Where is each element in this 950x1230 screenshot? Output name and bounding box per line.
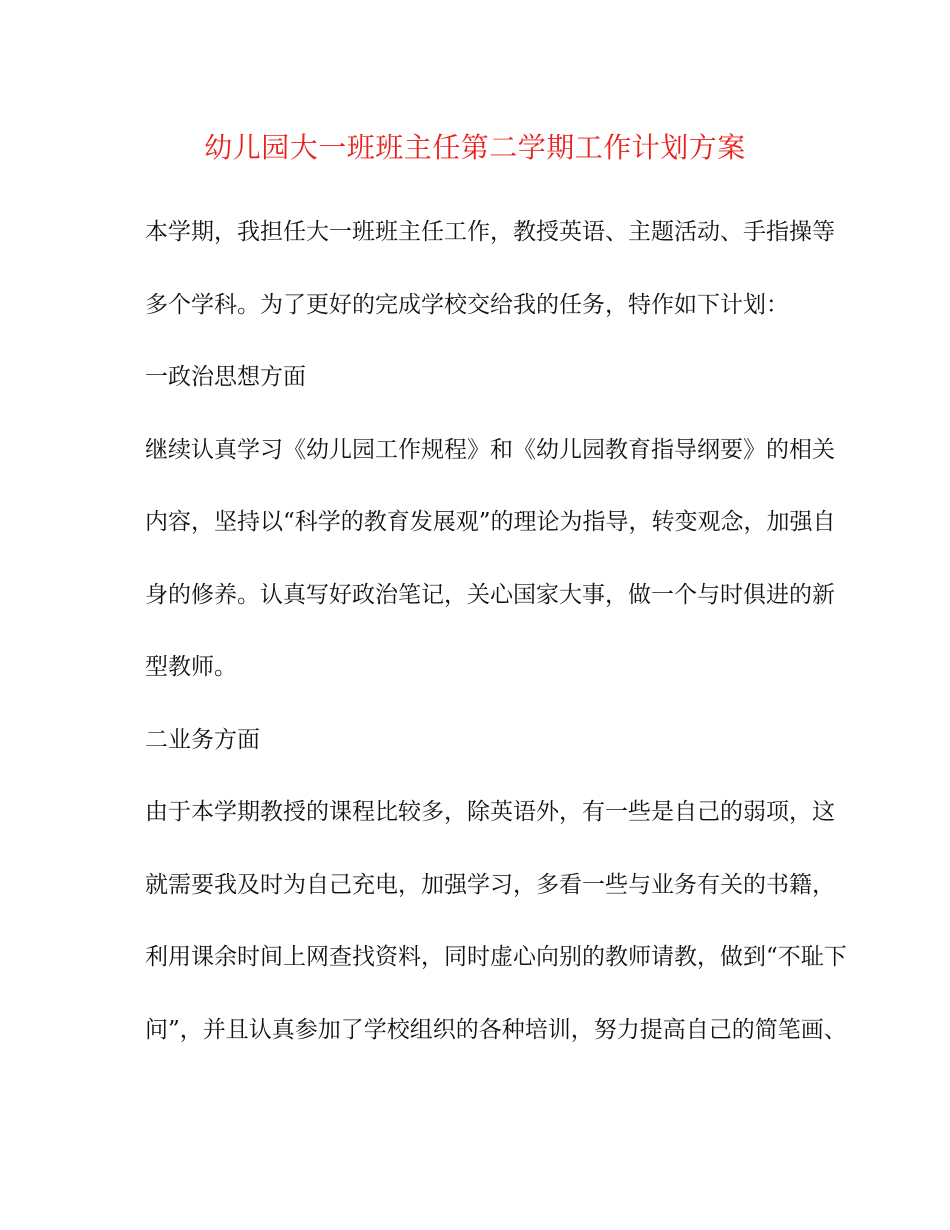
section-heading-business: 二业务方面 <box>145 726 260 753</box>
section-heading-politics: 一政治思想方面 <box>145 364 306 390</box>
paragraph-line-7: 型教师。 <box>145 654 237 680</box>
paragraph-line-5: 内容，坚持以“科学的教育发展观”的理论为指导，转变观念，加强自 <box>145 509 836 535</box>
paragraph-line-6: 身的修养。认真写好政治笔记，关心国家大事，做一个与时俱进的新 <box>145 581 835 608</box>
paragraph-line-10: 就需要我及时为自己充电，加强学习，多看一些与业务有关的书籍， <box>145 871 835 898</box>
document-title: 幼儿园大一班班主任第二学期工作计划方案 <box>204 131 746 164</box>
paragraph-line-2: 多个学科。为了更好的完成学校交给我的任务，特作如下计划： <box>145 291 789 318</box>
paragraph-line-11: 利用课余时间上网查找资料，同时虚心向别的教师请教，做到“不耻下 <box>145 944 847 970</box>
paragraph-line-1: 本学期，我担任大一班班主任工作，教授英语、主题活动、手指操等 <box>145 219 835 245</box>
document-body <box>145 210 847 1080</box>
paragraph-line-12: 问”，并且认真参加了学校组织的各种培训，努力提高自己的简笔画、 <box>145 1016 847 1043</box>
paragraph-line-9: 由于本学期教授的课程比较多，除英语外，有一些是自己的弱项，这 <box>145 799 835 825</box>
paragraph-line-4: 继续认真学习《幼儿园工作规程》和《幼儿园教育指导纲要》的相关 <box>145 436 835 463</box>
